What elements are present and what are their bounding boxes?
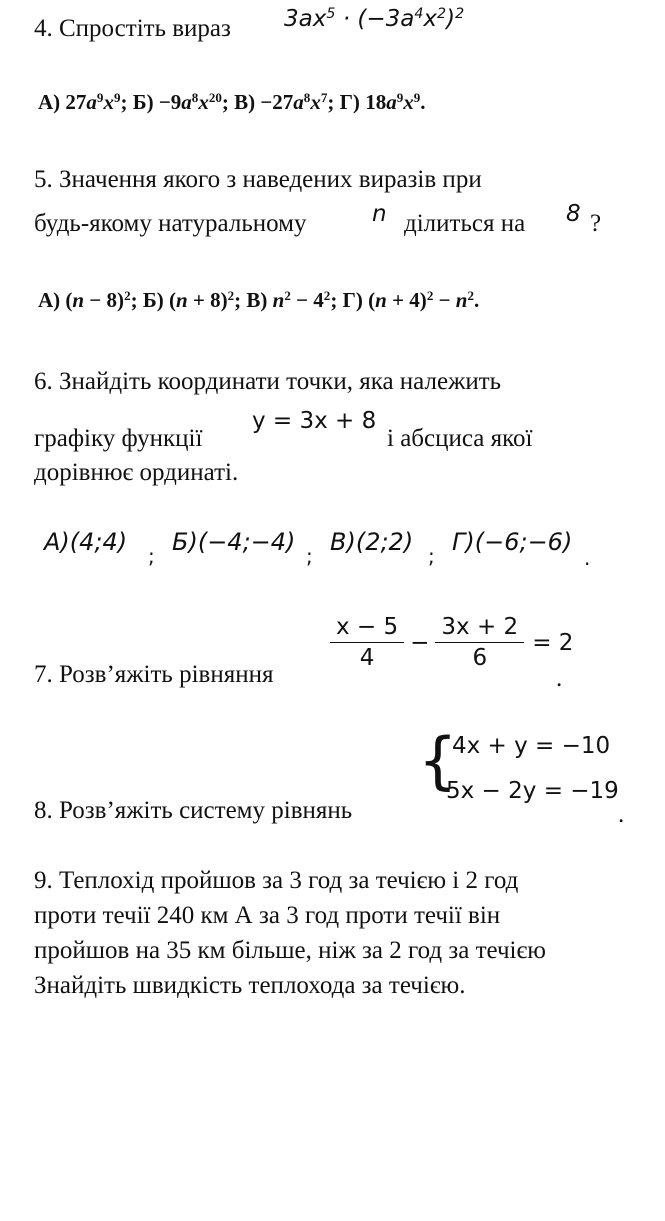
- q7-end: .: [556, 665, 563, 692]
- q5-eight: 8: [566, 201, 581, 227]
- q6-options: [44, 528, 604, 568]
- q6-option-d: Г)(−6;−6): [452, 528, 573, 556]
- q4-options: А) $27a^9x^9$; $Б) -9a^8x^{20}$; $В) -27a^8x^7$; Г) $18a^9x^9$.: [38, 89, 426, 114]
- q4-expression: $3ax^5 \cdot (-3a^4x^2)^2$: [284, 6, 465, 32]
- q6-line3: дорівнює ординаті.: [34, 459, 239, 486]
- q9-line2: проти течії 240 км А за 3 год проти течії він: [34, 902, 501, 929]
- q6-option-b: Б)(−4;−4): [172, 528, 296, 556]
- q6-sep-1: ;: [148, 544, 155, 568]
- q8-eq1: 4x + y = −10: [452, 733, 611, 759]
- q8-text: 8. Розв’яжіть систему рівнянь: [34, 797, 353, 824]
- q6-function: y = 3x + 8: [252, 408, 377, 434]
- q7-rhs: = 2: [532, 629, 574, 656]
- q7-text: 7. Розв’яжіть рівняння: [34, 661, 274, 688]
- q6-sep-3: ;: [428, 544, 435, 568]
- q9-line3: пройшов на 35 км більше, ніж за 2 год за течією: [34, 937, 546, 964]
- q8-end: .: [618, 801, 625, 828]
- q5-options: А) $(n - 8)^2$; Б) $(n + 8)^2$; В) $n^2 - 4^2$; Г) $(n + 4)^2 - n^2$.: [38, 287, 480, 312]
- q7-equation: [330, 612, 573, 673]
- q5-line2a: будь-якому натуральному: [34, 210, 307, 237]
- q7-minus: −: [410, 629, 430, 656]
- q5-line1: 5. Значення якого з наведених виразів при: [34, 166, 482, 193]
- q8-brace: {: [418, 724, 458, 797]
- q6-option-c: В)(2;2): [330, 528, 414, 556]
- q4-text: 4. Спростіть вираз: [34, 15, 231, 42]
- q8-eq2: 5x − 2y = −19: [446, 778, 619, 804]
- q6-line2a: графіку функції: [34, 425, 203, 452]
- q7-fraction-2: $\frac{3x + 2}{6}$: [435, 612, 524, 673]
- q6-line1: 6. Знайдіть координати точки, яка належить: [34, 368, 502, 395]
- q7-fraction-1: $\frac{x - 5}{4}$: [330, 612, 404, 673]
- q6-sep-2: ;: [306, 544, 313, 568]
- q9-line1: 9. Теплохід пройшов за 3 год за течією і 2 год: [34, 867, 519, 894]
- q6-option-a: А)(4;4): [44, 528, 128, 556]
- q5-line2b: ділиться на: [404, 210, 526, 237]
- q6-line2b: і абсциса якої: [387, 425, 533, 452]
- q6-end: .: [584, 546, 591, 570]
- q5-n: n: [372, 201, 387, 227]
- q5-qmark: ?: [590, 210, 602, 237]
- q9-line4: Знайдіть швидкість теплохода за течією.: [34, 972, 466, 999]
